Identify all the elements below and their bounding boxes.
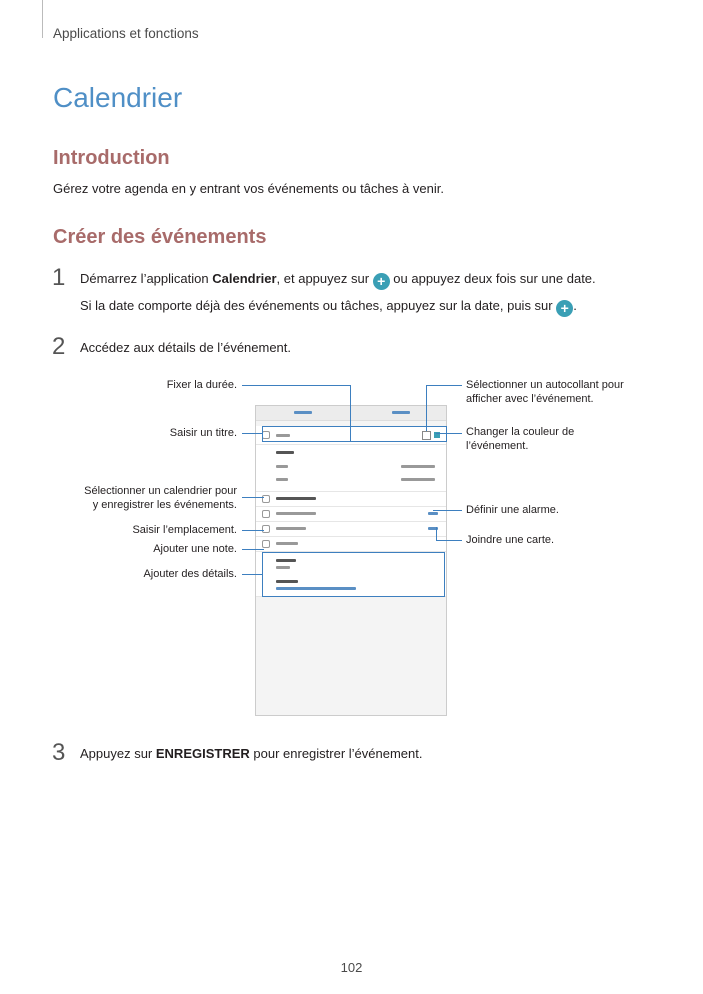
callout-line-alarm bbox=[433, 510, 462, 511]
create-heading: Créer des événements bbox=[53, 226, 267, 248]
step-number-1: 1 bbox=[52, 264, 66, 291]
intro-heading: Introduction bbox=[53, 147, 170, 169]
callout-title: Saisir un titre. bbox=[169, 427, 237, 439]
form-top-bar bbox=[256, 406, 446, 421]
section-header: Applications et fonctions bbox=[53, 26, 199, 41]
step-number-2: 2 bbox=[52, 333, 66, 360]
callout-line-duration bbox=[242, 385, 351, 386]
step-1-line-2 bbox=[80, 298, 577, 317]
step-1-app-name: Calendrier bbox=[212, 271, 277, 286]
details-highlight-box bbox=[262, 552, 445, 597]
duration-rows bbox=[256, 445, 446, 492]
save-label: ENREGISTRER bbox=[155, 746, 250, 761]
callout-line-note bbox=[242, 549, 264, 550]
callout-line-sticker bbox=[426, 385, 462, 386]
save-tab-mark bbox=[392, 411, 410, 414]
callout-note: Ajouter une note. bbox=[153, 543, 237, 555]
callout-line-duration-v bbox=[350, 385, 351, 441]
step-3-text: Appuyez sur ENREGISTRER pour enregistrer l’événement. bbox=[80, 746, 423, 761]
note-row bbox=[256, 537, 446, 552]
step-1-line-1 bbox=[80, 271, 596, 290]
callout-map: Joindre une carte. bbox=[466, 534, 555, 546]
callout-line-title bbox=[242, 433, 262, 434]
callout-sticker: Sélectionner un autocollant pour afficher avec l’événement. bbox=[466, 379, 624, 405]
intro-text: Gérez votre agenda en y entrant vos événements ou tâches à venir. bbox=[53, 181, 444, 196]
callout-duration: Fixer la durée. bbox=[166, 379, 237, 391]
callout-line-map bbox=[436, 540, 462, 541]
step-1-text-a: Démarrez l’application bbox=[80, 271, 213, 286]
calendar-row bbox=[256, 492, 446, 507]
callout-calendar: Sélectionner un calendrier pour y enregistrer les événements. bbox=[84, 485, 237, 511]
callout-alarm: Définir une alarme. bbox=[466, 504, 559, 516]
step-1-text-b: , et appuyez sur bbox=[276, 271, 373, 286]
callout-line-color bbox=[436, 433, 462, 434]
callout-location: Saisir l’emplacement. bbox=[132, 524, 237, 536]
title-highlight-box bbox=[262, 426, 447, 442]
page-title: Calendrier bbox=[53, 82, 183, 113]
step-2-text: Accédez aux détails de l’événement. bbox=[80, 340, 292, 355]
step-number-3: 3 bbox=[52, 739, 66, 766]
step-1-text-c: ou appuyez deux fois sur une date. bbox=[389, 271, 596, 286]
plus-circle-icon: + bbox=[373, 273, 390, 290]
page-number: 102 bbox=[340, 960, 363, 975]
callout-color: Changer la couleur de l’événement. bbox=[466, 426, 575, 452]
callout-details: Ajouter des détails. bbox=[143, 568, 237, 580]
alarm-row bbox=[256, 507, 446, 522]
step-1-text-d: Si la date comporte déjà des événements ou tâches, appuyez sur la date, puis sur bbox=[80, 298, 557, 313]
callout-line-details bbox=[242, 574, 262, 575]
plus-circle-icon: + bbox=[556, 300, 573, 317]
cancel-tab-mark bbox=[294, 411, 312, 414]
callout-line-map-v bbox=[436, 527, 437, 541]
location-row bbox=[256, 522, 446, 537]
callout-line-calendar bbox=[242, 497, 264, 498]
step-1-text-e: . bbox=[573, 298, 577, 313]
callout-line-sticker-v bbox=[426, 385, 427, 431]
header-rule bbox=[42, 0, 43, 38]
callout-line-location bbox=[242, 530, 264, 531]
